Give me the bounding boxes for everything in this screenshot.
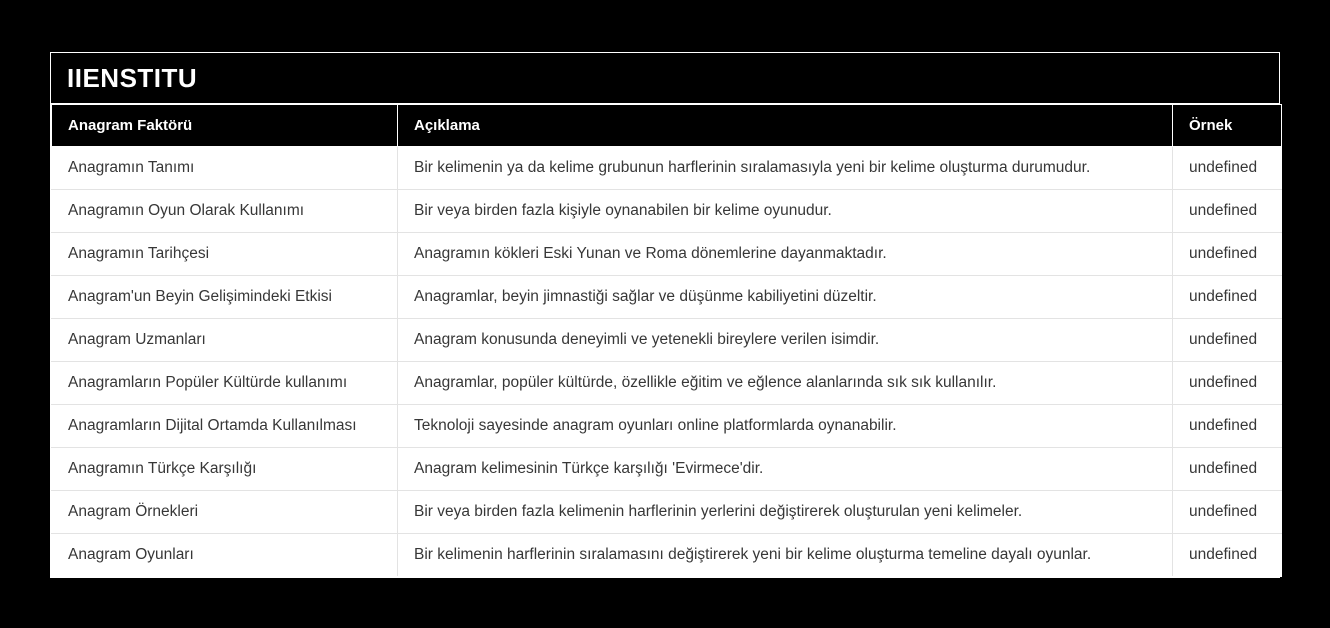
cell-faktor: Anagramların Popüler Kültürde kullanımı [52, 362, 398, 405]
table-row [52, 448, 1282, 491]
cell-aciklama: Anagram konusunda deneyimli ve yetenekli bireylere verilen isimdir. [398, 319, 1173, 362]
anagram-table [51, 104, 1282, 577]
cell-aciklama: Anagramlar, beyin jimnastiği sağlar ve düşünme kabiliyetini düzeltir. [398, 276, 1173, 319]
brand-title: IIENSTITU [67, 62, 198, 93]
brand-header [51, 53, 1279, 104]
cell-ornek: undefined [1173, 491, 1282, 534]
cell-ornek: undefined [1173, 405, 1282, 448]
table-row [52, 233, 1282, 276]
cell-ornek: undefined [1173, 534, 1282, 577]
cell-faktor: Anagramın Tarihçesi [52, 233, 398, 276]
table-row [52, 362, 1282, 405]
cell-ornek: undefined [1173, 233, 1282, 276]
header-row [52, 105, 1282, 147]
table-row [52, 534, 1282, 577]
anagram-table-card [50, 52, 1280, 578]
column-header-aciklama: Açıklama [398, 105, 1173, 147]
cell-faktor: Anagram'un Beyin Gelişimindeki Etkisi [52, 276, 398, 319]
table-row [52, 190, 1282, 233]
cell-ornek: undefined [1173, 147, 1282, 190]
cell-faktor: Anagramın Tanımı [52, 147, 398, 190]
table-row [52, 319, 1282, 362]
column-header-faktor: Anagram Faktörü [52, 105, 398, 147]
cell-ornek: undefined [1173, 448, 1282, 491]
cell-ornek: undefined [1173, 190, 1282, 233]
cell-faktor: Anagram Örnekleri [52, 491, 398, 534]
table-row [52, 405, 1282, 448]
column-header-ornek: Örnek [1173, 105, 1282, 147]
table-row [52, 491, 1282, 534]
cell-ornek: undefined [1173, 276, 1282, 319]
cell-aciklama: Anagram kelimesinin Türkçe karşılığı 'Evirmece'dir. [398, 448, 1173, 491]
cell-ornek: undefined [1173, 319, 1282, 362]
cell-aciklama: Bir kelimenin ya da kelime grubunun harflerinin sıralamasıyla yeni bir kelime oluşturma durumudur. [398, 147, 1173, 190]
table-row [52, 147, 1282, 190]
cell-faktor: Anagram Oyunları [52, 534, 398, 577]
cell-faktor: Anagramın Türkçe Karşılığı [52, 448, 398, 491]
cell-aciklama: Bir kelimenin harflerinin sıralamasını değiştirerek yeni bir kelime oluşturma temeline dayalı oyunlar. [398, 534, 1173, 577]
cell-aciklama: Anagramın kökleri Eski Yunan ve Roma dönemlerine dayanmaktadır. [398, 233, 1173, 276]
cell-faktor: Anagramın Oyun Olarak Kullanımı [52, 190, 398, 233]
cell-aciklama: Anagramlar, popüler kültürde, özellikle eğitim ve eğlence alanlarında sık sık kullanılır. [398, 362, 1173, 405]
table-body [52, 147, 1282, 577]
cell-aciklama: Teknoloji sayesinde anagram oyunları online platformlarda oynanabilir. [398, 405, 1173, 448]
cell-aciklama: Bir veya birden fazla kişiyle oynanabilen bir kelime oyunudur. [398, 190, 1173, 233]
cell-ornek: undefined [1173, 362, 1282, 405]
cell-aciklama: Bir veya birden fazla kelimenin harflerinin yerlerini değiştirerek oluşturulan yeni kelimeler. [398, 491, 1173, 534]
table-row [52, 276, 1282, 319]
cell-faktor: Anagramların Dijital Ortamda Kullanılması [52, 405, 398, 448]
cell-faktor: Anagram Uzmanları [52, 319, 398, 362]
table-header [52, 105, 1282, 147]
